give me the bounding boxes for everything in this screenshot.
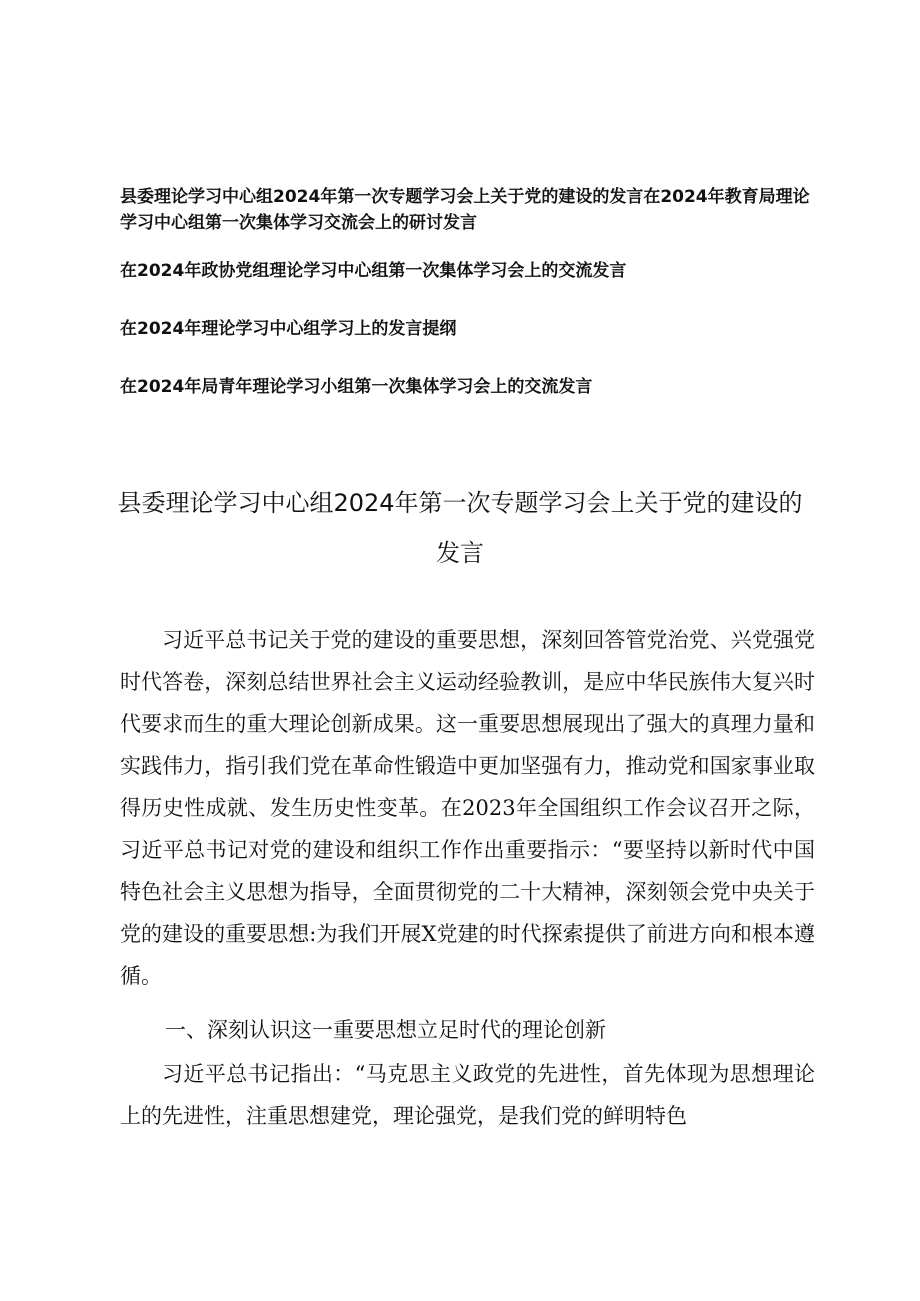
body-paragraph: 习近平总书记指出：“马克思主义政党的先进性，首先体现为思想理论上的先进性，注重思想建党，理论强党，是我们党的鲜明特色 [120, 1062, 815, 1128]
toc-item: 县委理论学习中心组2024年第一次专题学习会上关于党的建设的发言在2024年教育局理论学习中心组第一次集体学习交流会上的研讨发言 [120, 187, 810, 233]
article-title: 县委理论学习中心组2024年第一次专题学习会上关于党的建设的发言 [117, 489, 803, 567]
toc-item: 在2024年理论学习中心组学习上的发言提纲 [120, 319, 457, 339]
toc-item: 在2024年政协党组理论学习中心组第一次集体学习会上的交流发言 [120, 261, 627, 281]
table-of-contents [120, 184, 820, 400]
body-paragraph: 习近平总书记关于党的建设的重要思想，深刻回答管党治党、兴党强党时代答卷，深刻总结世界社会主义运动经验教训，是应中华民族伟大复兴时代要求而生的重大理论创新成果。这一重要思想展现出了强大的真理力量和实践伟力，指引我们党在革命性锻造中更加坚强有力，推动党和国家事业取得历史性成就、发生历史性变革。在2023年全国组织工作会议召开之际，习近平总书记对党的建设和组织工作作出重要指示：“要坚持以新时代中国特色社会主义思想为指导，全面贯彻党的二十大精神，深刻领会党中央关于党的建设的重要思想:为我们开展X党建的时代探索提供了前进方向和根本遵循。 [120, 628, 815, 988]
section-heading: 一、深刻认识这一重要思想立足时代的理论创新 [165, 1018, 606, 1042]
toc-item: 在2024年局青年理论学习小组第一次集体学习会上的交流发言 [120, 377, 593, 397]
